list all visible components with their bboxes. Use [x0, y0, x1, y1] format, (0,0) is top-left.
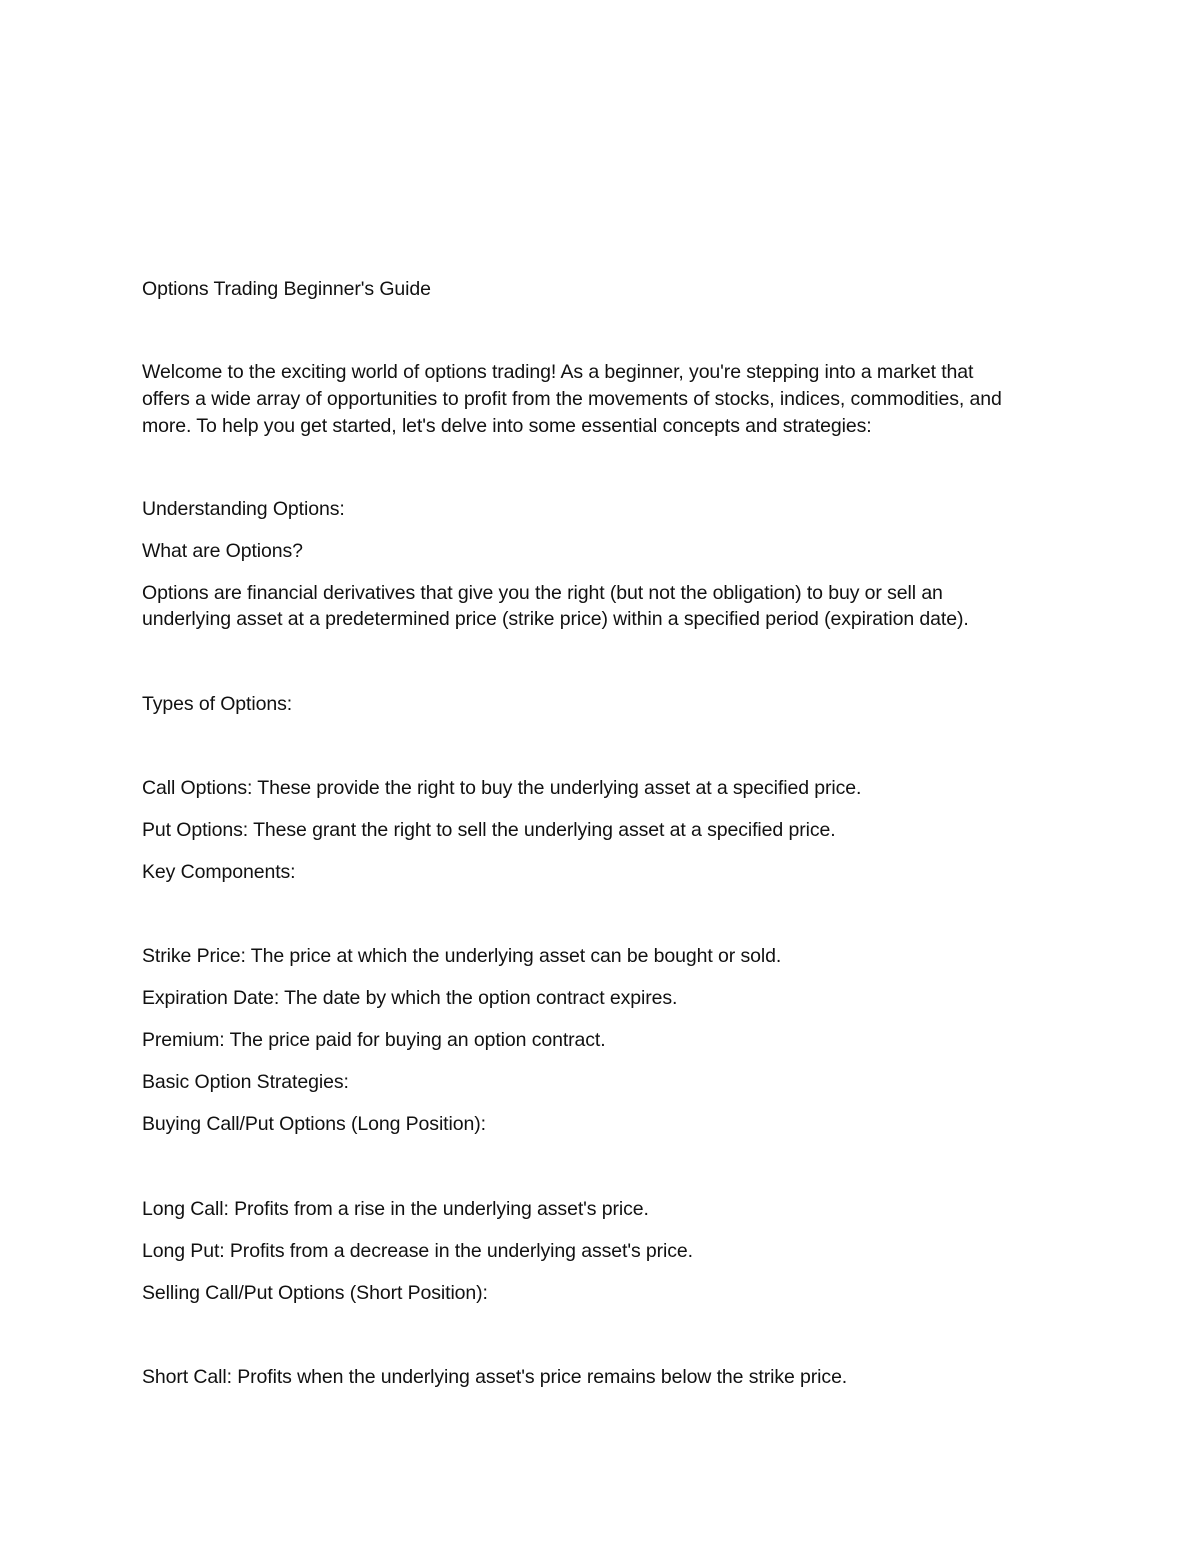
intro-line-1: Welcome to the exciting world of options trading! As a beginner, you're stepping into a market that [142, 361, 974, 383]
buying-options-heading: Buying Call/Put Options (Long Position): [142, 1113, 486, 1135]
document-title: Options Trading Beginner's Guide [142, 278, 431, 300]
strike-price-item: Strike Price: The price at which the underlying asset can be bought or sold. [142, 945, 782, 967]
what-are-options-heading: What are Options? [142, 540, 303, 562]
selling-options-heading: Selling Call/Put Options (Short Position): [142, 1282, 488, 1304]
key-components-heading: Key Components: [142, 861, 296, 883]
basic-strategies-heading: Basic Option Strategies: [142, 1071, 349, 1093]
short-call-item: Short Call: Profits when the underlying asset's price remains below the strike price. [142, 1366, 848, 1388]
long-call-item: Long Call: Profits from a rise in the underlying asset's price. [142, 1198, 649, 1220]
expiration-date-item: Expiration Date: The date by which the option contract expires. [142, 987, 678, 1009]
put-options-item: Put Options: These grant the right to sell the underlying asset at a specified price. [142, 819, 836, 841]
what-are-options-line-1: Options are financial derivatives that give you the right (but not the obligation) to buy or sell an [142, 582, 943, 604]
what-are-options-line-2: underlying asset at a predetermined price (strike price) within a specified period (expiration date). [142, 608, 969, 630]
understanding-options-heading: Understanding Options: [142, 498, 345, 520]
premium-item: Premium: The price paid for buying an option contract. [142, 1029, 606, 1051]
types-of-options-heading: Types of Options: [142, 693, 293, 715]
call-options-item: Call Options: These provide the right to buy the underlying asset at a specified price. [142, 777, 862, 799]
intro-line-3: more. To help you get started, let's delve into some essential concepts and strategies: [142, 415, 872, 437]
long-put-item: Long Put: Profits from a decrease in the underlying asset's price. [142, 1240, 693, 1262]
intro-line-2: offers a wide array of opportunities to profit from the movements of stocks, indices, commodities, and [142, 388, 1002, 410]
